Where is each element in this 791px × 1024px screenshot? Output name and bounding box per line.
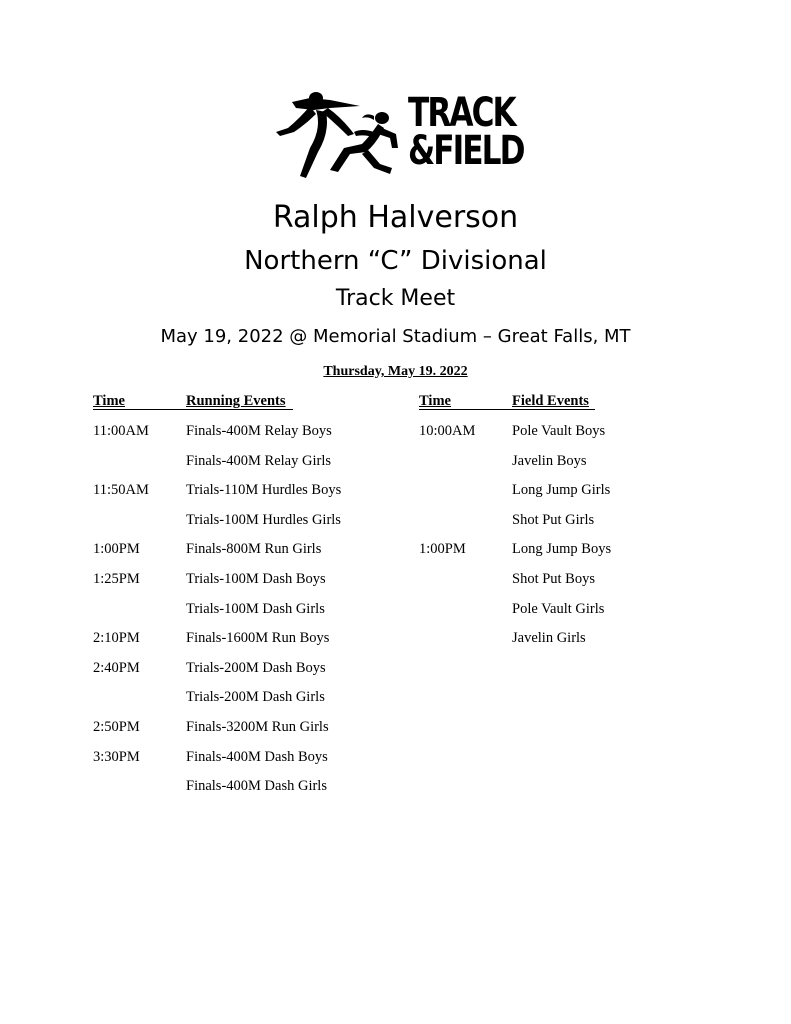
field-events-header: Field Events [512, 393, 589, 409]
running-event-cell: Trials-100M Dash Boys [186, 571, 326, 587]
page-title: Ralph Halverson [272, 200, 519, 235]
running-event-cell: Trials-200M Dash Boys [186, 659, 326, 676]
date-location: May 19, 2022 @ Memorial Stadium – Great Falls, MT [160, 326, 631, 347]
field-event-cell: Long Jump Girls [512, 482, 611, 499]
running-time-cell: 3:30PM [93, 748, 140, 765]
field-event-cell: Pole Vault Boys [512, 423, 606, 439]
field-event-cell: Pole Vault Girls [512, 600, 605, 617]
field-event-cell: Shot Put Girls [512, 511, 595, 528]
field-header-underline [419, 409, 595, 410]
event-subtitle-2: Track Meet [335, 286, 456, 311]
logo-line-2: &FIELD [408, 128, 524, 174]
runners-icon [270, 88, 410, 188]
track-field-logo [270, 88, 524, 188]
running-event-cell: Trials-110M Hurdles Boys [186, 482, 342, 499]
day-heading: Thursday, May 19. 2022 [323, 364, 468, 379]
field-time-cell: 1:00PM [419, 541, 466, 558]
running-event-cell: Finals-3200M Run Girls [186, 719, 329, 735]
running-time-cell: 11:00AM [93, 423, 149, 439]
field-time-cell: 10:00AM [419, 423, 476, 439]
running-time-cell: 11:50AM [93, 482, 149, 499]
field-time-header: Time [419, 393, 451, 409]
field-event-cell: Javelin Boys [512, 452, 587, 469]
running-event-cell: Trials-200M Dash Girls [186, 689, 325, 706]
running-time-cell: 2:50PM [93, 719, 140, 735]
running-time-cell: 2:40PM [93, 659, 140, 676]
event-subtitle: Northern “C” Divisional [244, 246, 547, 276]
running-event-cell: Finals-400M Dash Girls [186, 778, 327, 795]
running-event-cell: Trials-100M Dash Girls [186, 600, 325, 617]
running-event-cell: Finals-800M Run Girls [186, 541, 322, 558]
running-time-cell: 2:10PM [93, 630, 140, 647]
running-event-cell: Finals-1600M Run Boys [186, 630, 330, 647]
running-event-cell: Trials-100M Hurdles Girls [186, 511, 341, 528]
logo-wordmark [408, 90, 524, 174]
running-events-header: Running Events [186, 393, 286, 409]
running-event-cell: Finals-400M Relay Boys [186, 423, 332, 439]
running-event-cell: Finals-400M Dash Boys [186, 748, 328, 765]
running-event-cell: Finals-400M Relay Girls [186, 452, 331, 469]
running-header-underline [93, 409, 293, 410]
field-event-cell: Shot Put Boys [512, 571, 595, 587]
field-event-cell: Javelin Girls [512, 630, 586, 647]
field-event-cell: Long Jump Boys [512, 541, 612, 558]
running-time-cell: 1:00PM [93, 541, 140, 558]
logo-line-1: TRACK [408, 90, 515, 136]
running-time-header: Time [93, 393, 125, 409]
running-time-cell: 1:25PM [93, 571, 140, 587]
